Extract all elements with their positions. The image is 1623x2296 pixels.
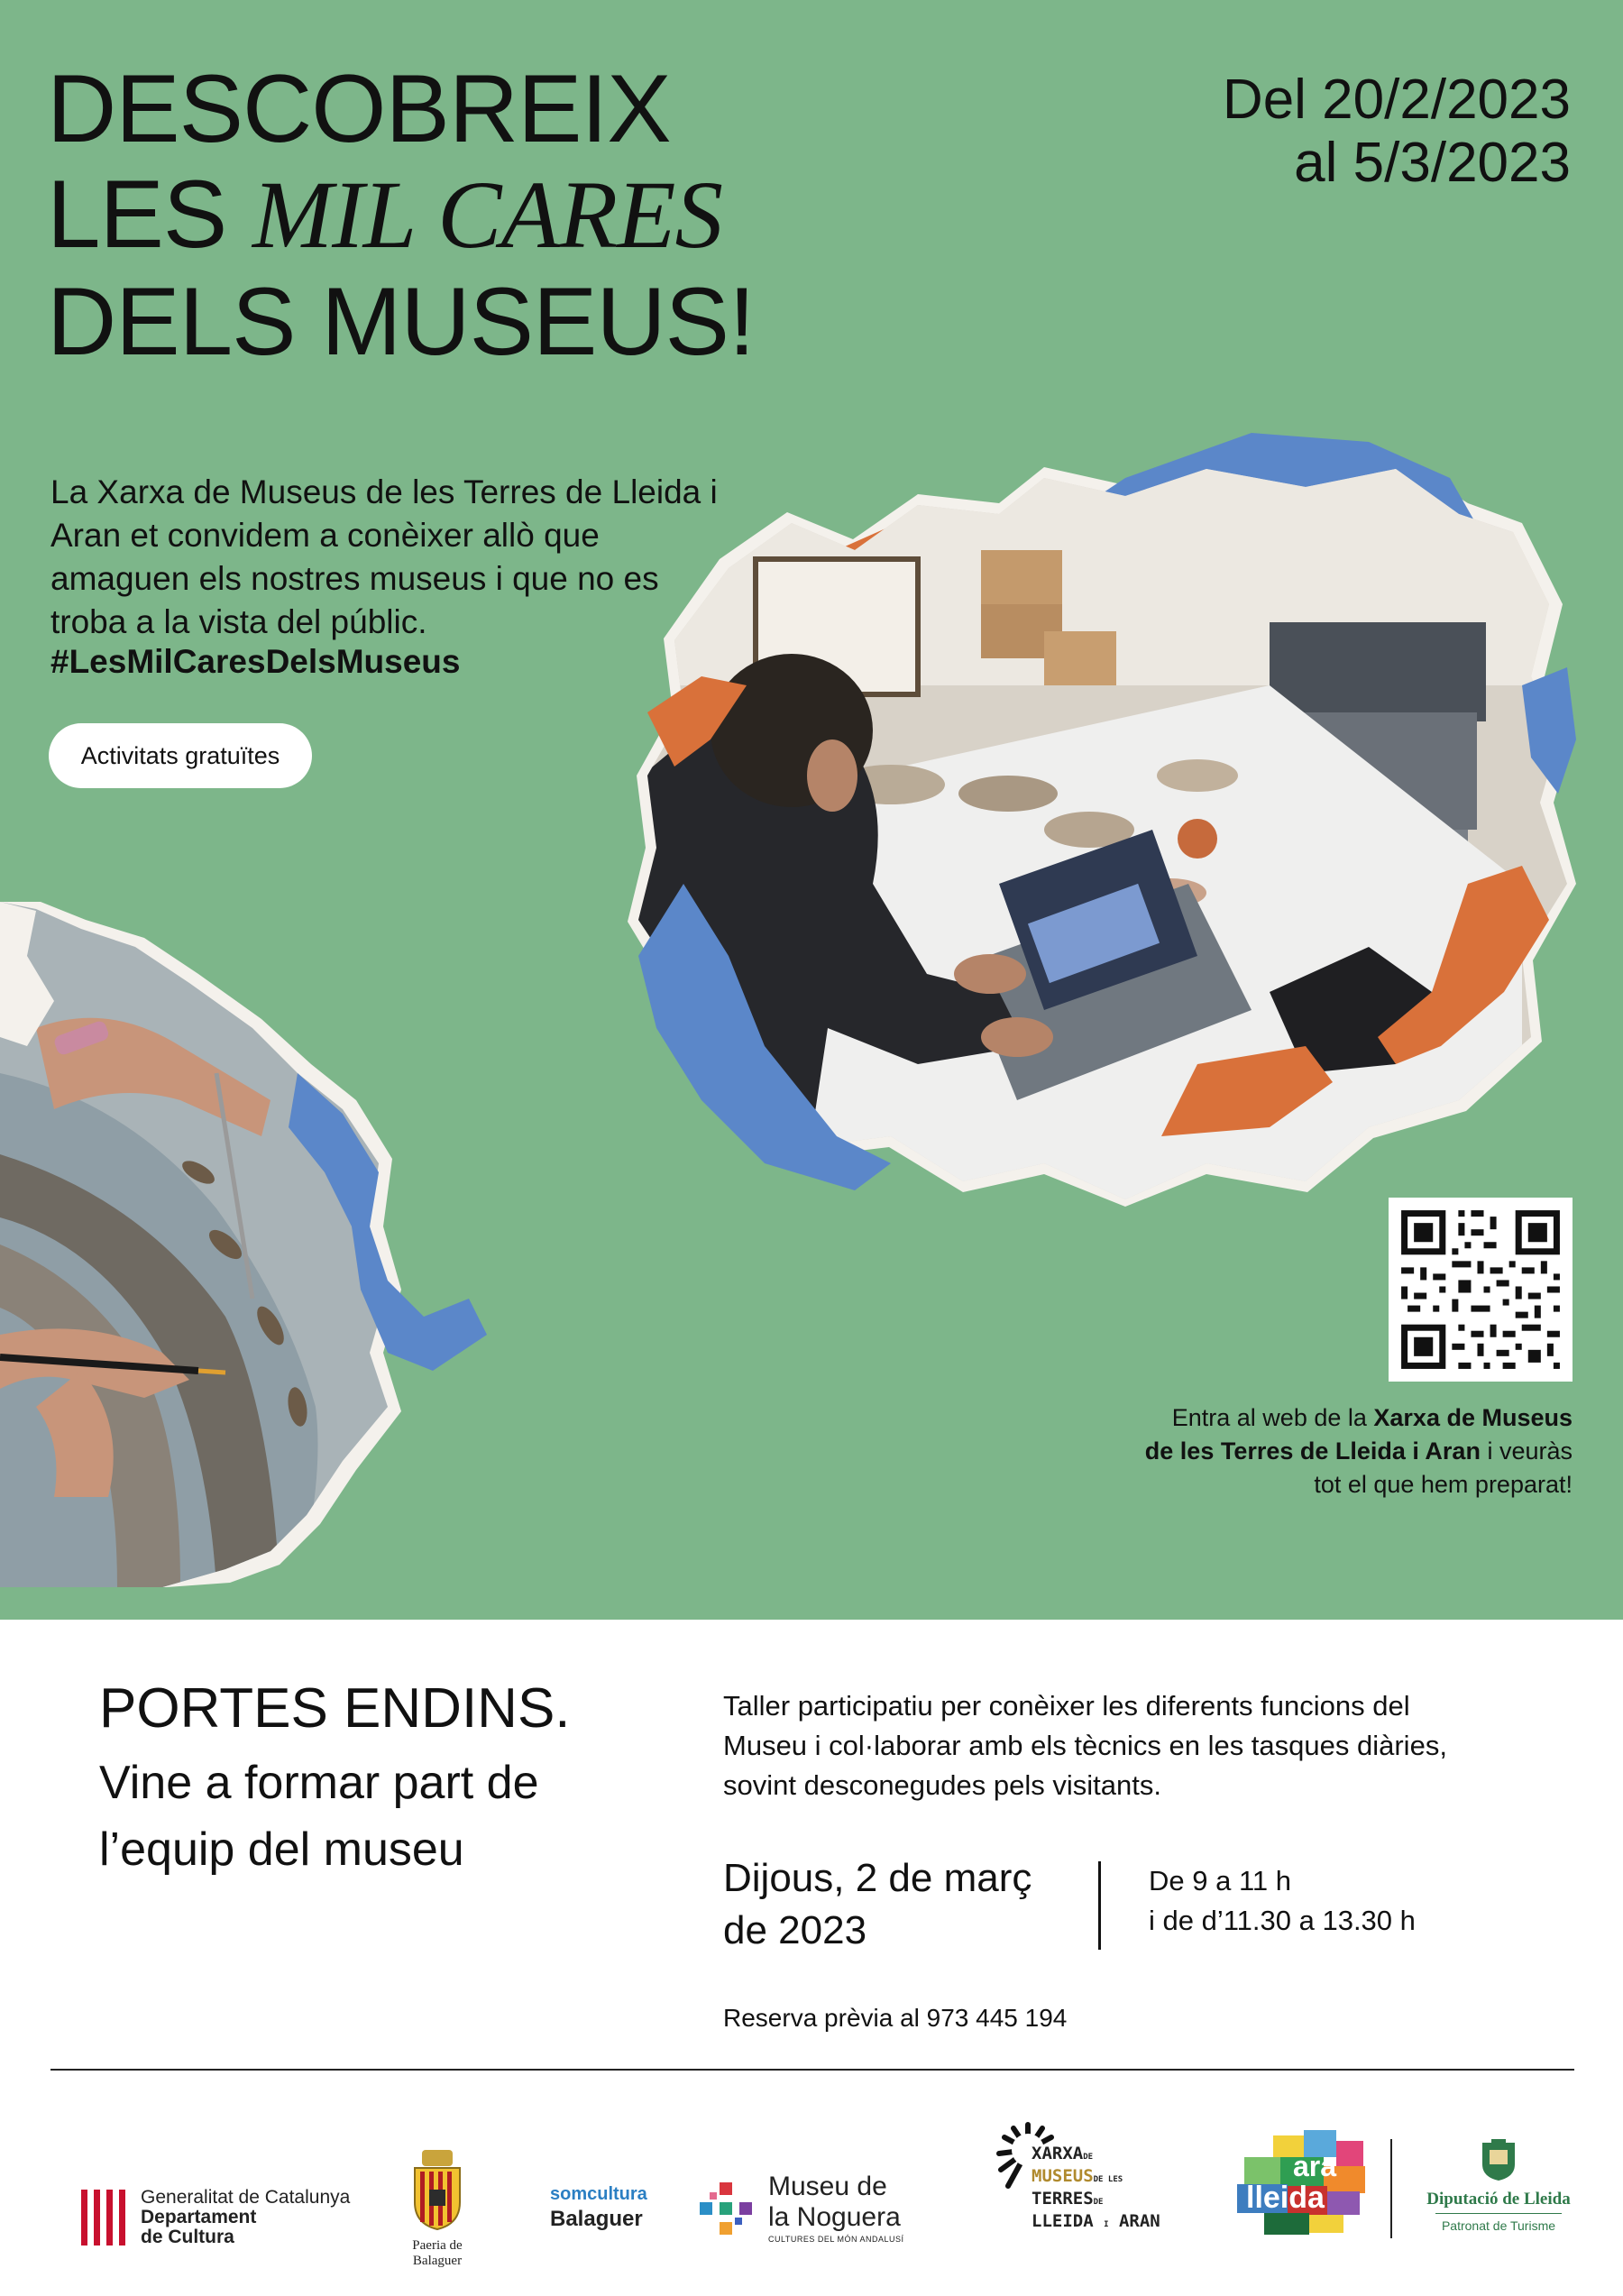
diputacio-rule: [1435, 2213, 1562, 2214]
event-date-line-1: Dijous, 2 de març: [723, 1856, 1032, 1900]
diputacio-name: Diputació de Lleida: [1426, 2190, 1571, 2209]
xarxa-museus-word: MUSEUS: [1032, 2166, 1094, 2186]
xarxa-de-1: DE: [1083, 2153, 1094, 2162]
logo-diputacio-lleida: [1417, 2139, 1580, 2247]
hashtag: #LesMilCaresDelsMuseus: [50, 643, 461, 680]
xarxa-terres-word: TERRES: [1032, 2189, 1094, 2209]
xarxa-aran-word: ARAN: [1118, 2211, 1160, 2231]
ara-word: ara: [1293, 2150, 1337, 2182]
date-to: al 5/3/2023: [1294, 132, 1571, 194]
xarxa-word: XARXA: [1032, 2144, 1084, 2163]
xarxa-de-2: DE: [1093, 2198, 1104, 2207]
photo-museum-workroom: [620, 415, 1576, 1208]
diputacio-shield-icon: [1479, 2139, 1518, 2182]
qr-code[interactable]: [1389, 1198, 1573, 1382]
free-activities-badge: Activitats gratuïtes: [49, 723, 312, 788]
logo-museu-noguera: [700, 2172, 925, 2253]
intro-text: La Xarxa de Museus de les Terres de Lleida i Aran et convidem a conèixer allò que amaguen els nostres museus i que no es troba a la vista del públic.: [50, 473, 718, 640]
noguera-name-2: la Noguera: [768, 2202, 901, 2232]
noguera-name-1: Museu de: [768, 2172, 887, 2201]
event-date: [723, 1852, 1084, 1957]
somcultura-name: somcultura: [550, 2184, 647, 2204]
noguera-mosaic-icon: [700, 2182, 754, 2236]
generalitat-emblem-icon: [78, 2188, 132, 2247]
diputacio-tourism: Patronat de Turisme: [1441, 2218, 1556, 2233]
logo-somcultura: [550, 2184, 676, 2238]
xarxa-de-les: DE LES: [1093, 2175, 1123, 2184]
somcultura-balaguer: Balaguer: [550, 2207, 643, 2231]
logo-generalitat: [78, 2182, 357, 2255]
headline: [47, 56, 755, 374]
event-time-line-1: De 9 a 11 h: [1149, 1865, 1291, 1896]
qr-caption: [1140, 1401, 1573, 1502]
event-time-line-2: i de d’11.30 a 13.30 h: [1149, 1905, 1416, 1936]
logo-paeria-balaguer: [388, 2148, 487, 2268]
reservation-note: Reserva prèvia al 973 445 194: [723, 2004, 1068, 2032]
footer-rule: [50, 2069, 1574, 2071]
noguera-tagline: CULTURES DEL MÓN ANDALUSÍ: [768, 2235, 904, 2244]
headline-line-2-prefix: LES: [47, 160, 227, 268]
qr-caption-part-1: Entra al web de la: [1171, 1404, 1374, 1431]
logo-ara-lleida: [1237, 2130, 1372, 2238]
logo-xarxa-museus: [992, 2114, 1181, 2258]
generalitat-dept: Departament: [141, 2207, 257, 2227]
xarxa-i: I: [1104, 2220, 1109, 2229]
event-divider: [1098, 1861, 1101, 1950]
event-date-line-2: de 2023: [723, 1908, 867, 1952]
qr-caption-network-name: Xarxa de Museus de les Terres de Lleida i Aran: [1144, 1404, 1573, 1465]
paeria-shield-icon: [411, 2148, 463, 2231]
xarxa-lleida-word: LLEIDA: [1032, 2211, 1094, 2231]
paeria-name: Paeria de Balaguer: [412, 2238, 463, 2268]
logo-separator: [1390, 2139, 1392, 2238]
textile-scene: [0, 902, 505, 1587]
qr-caption-part-2: i veuràs tot el que hem preparat!: [1314, 1437, 1573, 1498]
date-from: Del 20/2/2023: [1222, 69, 1571, 131]
generalitat-culture: de Cultura: [141, 2227, 234, 2247]
event-subtitle: Vine a formar part de l’equip del museu: [99, 1757, 539, 1876]
campaign-dates: [1223, 69, 1571, 195]
headline-line-1: DESCOBREIX: [47, 54, 671, 162]
photo-textile-restoration: [0, 902, 505, 1587]
headline-line-3: DELS MUSEUS!: [47, 267, 755, 375]
headline-line-2-italic: MIL CARES: [252, 162, 723, 269]
event-time: [1149, 1861, 1536, 1941]
generalitat-name: Generalitat de Catalunya: [141, 2187, 351, 2208]
lleida-word: lleida: [1246, 2181, 1325, 2215]
event-title: PORTES ENDINS.: [99, 1677, 571, 1740]
event-description: Taller participatiu per conèixer les diferents funcions del Museu i col·laborar amb els tècnics en les tasques diàries, sovint desconegudes pels visitants.: [723, 1690, 1447, 1801]
